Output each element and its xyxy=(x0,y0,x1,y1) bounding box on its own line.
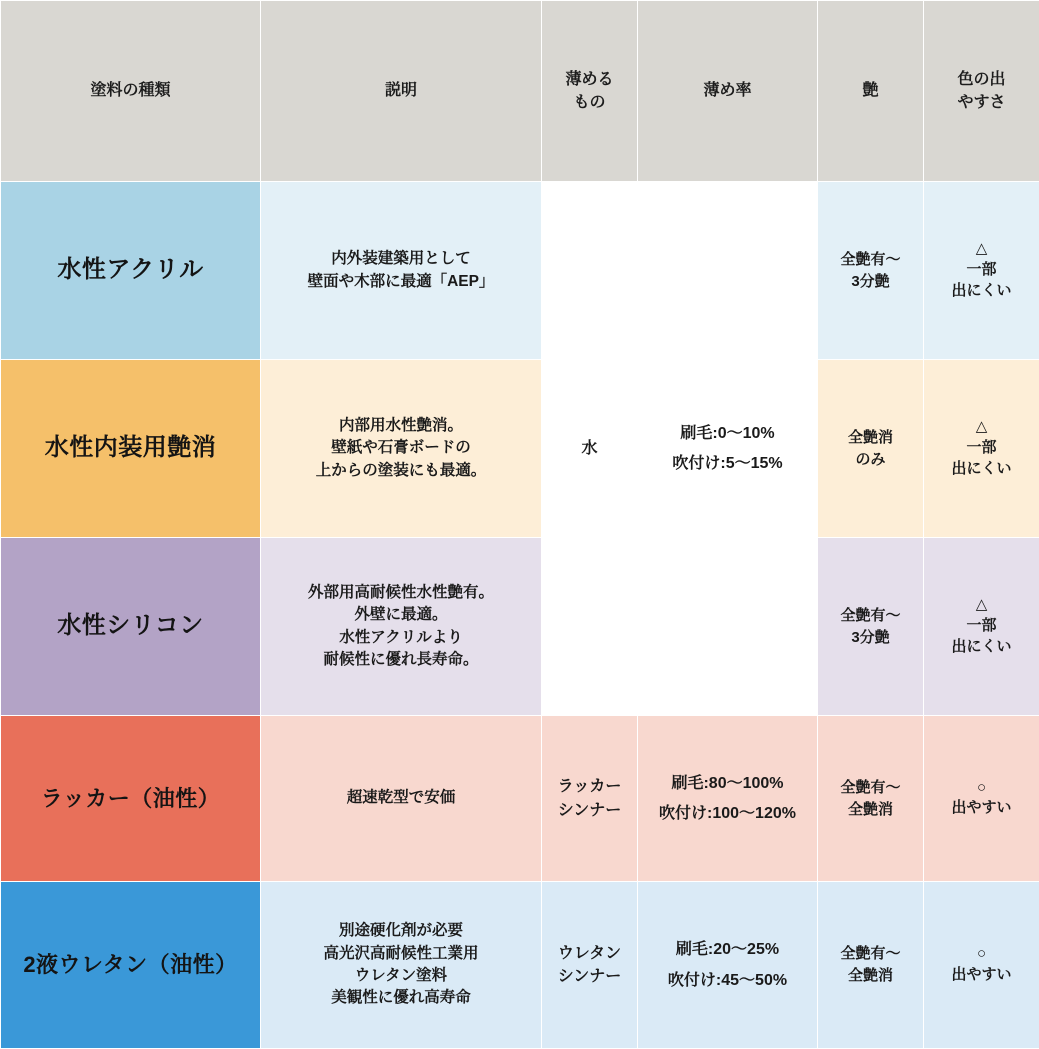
row-thinner-lacquer xyxy=(542,716,638,882)
row-gloss-interior-matte xyxy=(818,360,924,538)
colorability-line: 一部 xyxy=(966,617,996,634)
row-rate-urethane xyxy=(638,882,818,1049)
desc-line: 別途硬化剤が必要 xyxy=(339,922,463,939)
table-body xyxy=(1,182,1039,1049)
header-row xyxy=(1,1,1039,182)
thinner-line: ラッカー xyxy=(548,775,631,798)
rate-line: 吹付け:100〜120% xyxy=(644,802,811,825)
colorability-line: 出にくい xyxy=(951,460,1011,477)
table-header xyxy=(1,1,1039,182)
row-type-acrylic: 水性アクリル xyxy=(1,182,261,360)
row-type-urethane: 2液ウレタン（油性） xyxy=(1,882,261,1049)
row-type-lacquer: ラッカー（油性） xyxy=(1,716,261,882)
thinner-line: ウレタン xyxy=(548,942,631,965)
desc-line: 水性アクリルより xyxy=(339,629,463,646)
colorability-line: 出にくい xyxy=(951,638,1011,655)
header-description: 説明 xyxy=(261,1,542,182)
desc-line: 上からの塗装にも最適。 xyxy=(316,462,487,479)
desc-line: 耐候性に優れ長寿命。 xyxy=(323,651,478,668)
colorability-mark: ○ xyxy=(930,778,1033,798)
colorability-line: 出にくい xyxy=(951,282,1011,299)
gloss-line: 3分艶 xyxy=(851,629,889,646)
row-thinner-water: 水 xyxy=(542,182,638,716)
desc-line: 壁面や木部に最適「AEP」 xyxy=(308,273,495,290)
desc-line: 壁紙や石膏ボードの xyxy=(331,439,471,456)
desc-line: 超速乾型で安価 xyxy=(347,789,456,806)
header-thinner-line-1: 薄める xyxy=(565,71,613,88)
header-thinner xyxy=(542,1,638,182)
rate-line: 吹付け:5〜15% xyxy=(644,452,811,475)
colorability-line: 一部 xyxy=(966,439,996,456)
gloss-line: 全艶有〜 xyxy=(840,251,900,268)
row-gloss-acrylic xyxy=(818,182,924,360)
row-description-silicone xyxy=(261,538,542,716)
colorability-mark: △ xyxy=(930,595,1033,615)
desc-line: 高光沢高耐候性工業用 xyxy=(323,945,478,962)
thinner-line: シンナー xyxy=(548,799,631,822)
header-colorability-line-2: やすさ xyxy=(957,94,1005,111)
table-row xyxy=(1,882,1039,1049)
desc-line: 外壁に最適。 xyxy=(354,606,447,623)
desc-line: 外部用高耐候性水性艶有。 xyxy=(308,584,494,601)
row-description-acrylic xyxy=(261,182,542,360)
table-row xyxy=(1,360,1039,538)
row-gloss-silicone xyxy=(818,538,924,716)
gloss-line: のみ xyxy=(855,451,885,468)
rate-line: 吹付け:45〜50% xyxy=(644,969,811,992)
gloss-line: 全艶消 xyxy=(848,801,893,818)
rate-line: 刷毛:0〜10% xyxy=(644,422,811,445)
colorability-mark: △ xyxy=(930,417,1033,437)
row-colorability-silicone xyxy=(924,538,1039,716)
colorability-mark: △ xyxy=(930,239,1033,259)
gloss-line: 3分艶 xyxy=(851,273,889,290)
row-type-silicone: 水性シリコン xyxy=(1,538,261,716)
gloss-line: 全艶有〜 xyxy=(840,607,900,624)
table-row xyxy=(1,538,1039,716)
row-description-lacquer xyxy=(261,716,542,882)
rate-line: 刷毛:20〜25% xyxy=(644,938,811,961)
thinner-line: シンナー xyxy=(548,965,631,988)
row-description-interior-matte xyxy=(261,360,542,538)
header-paint-type: 塗料の種類 xyxy=(1,1,261,182)
desc-line: ウレタン塗料 xyxy=(355,967,447,984)
colorability-line: 一部 xyxy=(966,261,996,278)
row-gloss-lacquer xyxy=(818,716,924,882)
row-thinner-urethane xyxy=(542,882,638,1049)
desc-line: 美観性に優れ高寿命 xyxy=(331,989,471,1006)
row-rate-lacquer xyxy=(638,716,818,882)
rate-line: 刷毛:80〜100% xyxy=(644,772,811,795)
colorability-line: 出やすい xyxy=(951,966,1011,983)
row-gloss-urethane xyxy=(818,882,924,1049)
gloss-line: 全艶有〜 xyxy=(840,945,900,962)
row-colorability-urethane xyxy=(924,882,1039,1049)
table-row xyxy=(1,182,1039,360)
row-colorability-lacquer xyxy=(924,716,1039,882)
row-colorability-interior-matte xyxy=(924,360,1039,538)
row-type-interior-matte: 水性内装用艶消 xyxy=(1,360,261,538)
gloss-line: 全艶消 xyxy=(848,967,893,984)
header-colorability-line-1: 色の出 xyxy=(957,71,1005,88)
colorability-line: 出やすい xyxy=(951,799,1011,816)
row-description-urethane xyxy=(261,882,542,1049)
desc-line: 内外装建築用として xyxy=(331,250,471,267)
desc-line: 内部用水性艶消。 xyxy=(339,417,463,434)
row-rate-water xyxy=(638,182,818,716)
table-row xyxy=(1,716,1039,882)
gloss-line: 全艶有〜 xyxy=(840,779,900,796)
gloss-line: 全艶消 xyxy=(848,429,893,446)
header-colorability xyxy=(924,1,1039,182)
colorability-mark: ○ xyxy=(930,944,1033,964)
row-colorability-acrylic xyxy=(924,182,1039,360)
header-thinner-line-2: もの xyxy=(573,94,605,111)
header-gloss: 艶 xyxy=(818,1,924,182)
header-dilution-rate: 薄め率 xyxy=(638,1,818,182)
